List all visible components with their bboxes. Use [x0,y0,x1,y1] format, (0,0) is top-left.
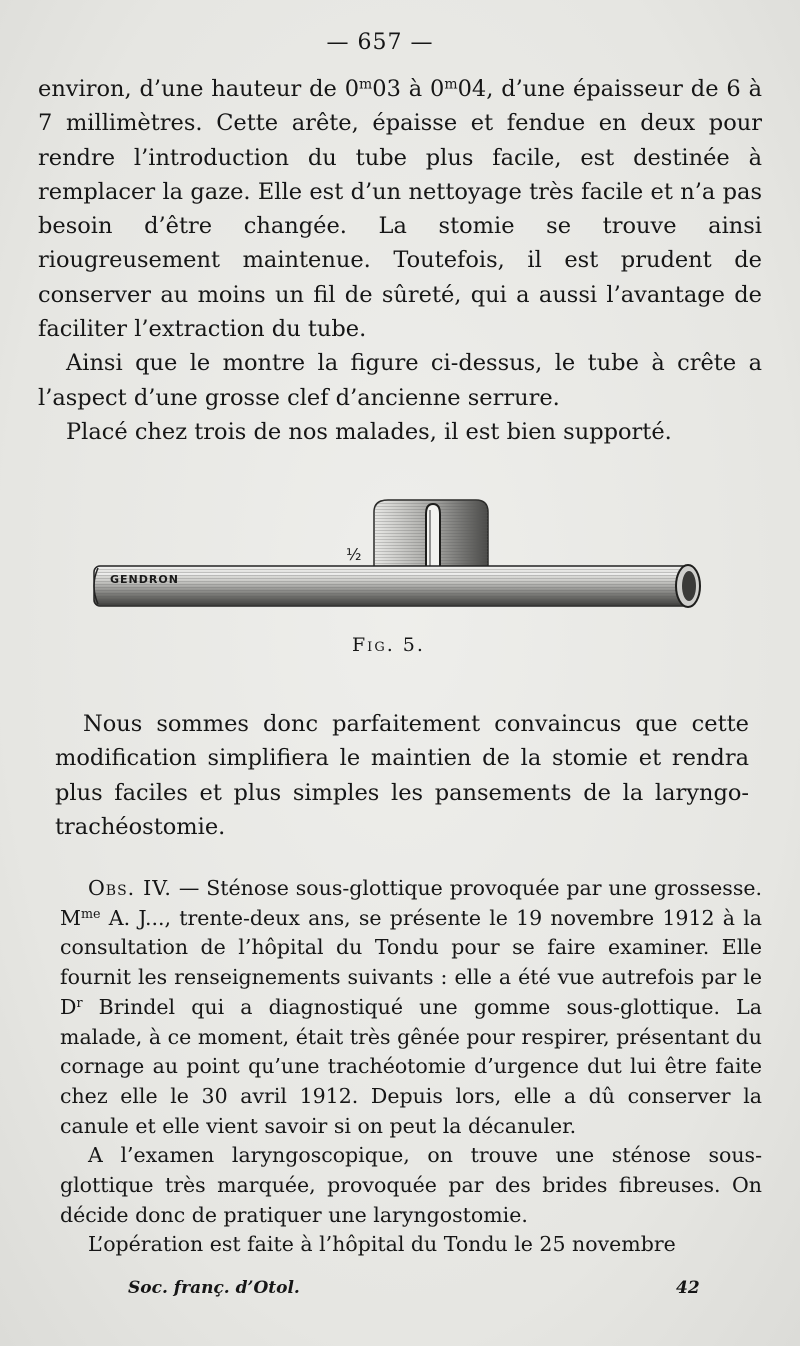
figure-caption: Fig. 5. [352,634,425,656]
superscript-meter-1: m [359,76,373,93]
brand-label: GENDRON [110,573,179,586]
footer-journal: Soc. franç. d’Otol. [128,1278,300,1298]
paragraph-2: Ainsi que le montre la figure ci-dessus, le tube à crête a l’aspect d’une grosse clef d’ancienne serrure. [38,350,762,411]
paragraph-3: Placé chez trois de nos malades, il est bien supporté. [66,418,672,445]
page-number: — 657 — [326,30,434,55]
superscript-meter-2: m [444,76,458,93]
text-block-top [38,72,762,449]
paragraph-6: A l’examen laryngoscopique, on trouve une sténose sous-glottique très marquée, provoquée par des brides fibreuses. On décide donc de pratiquer une laryngostomie. [60,1143,762,1227]
crest-split [426,504,440,568]
paragraph-observation: Obs. IV. — Sténose sous-glottique provoquée par une grossesse. $M^{me}$ A. J..., trente-deux ans, se présente le 19 novembre 1912 à la consultation de l’hôpital du Tondu pour se faire examiner. Elle fournit les renseignements suivants : elle a été vue autrefois par le $D^r$ Brindel qui a diagnostiqué une gomme sous-glottique. La malade, à ce moment, était très gênée pour respirer, présentant du cornage au point qu’une trachéotomie d’urgence dut lui être faite chez elle le 30 avril 1912. Depuis lors, elle a dû conserver la canule et elle vient savoir si on peut la décanuler. [60,876,762,1138]
text-block-observation [60,874,762,1260]
paragraph-7: L’opération est faite à l’hôpital du Tondu le 25 novembre [88,1232,676,1257]
text-block-middle [55,707,749,844]
paragraph-1: environ, d’une hauteur de 0$^m$03 à 0$^m$04, d’une épaisseur de 6 à 7 millimètres. Cette arête, épaisse et fendue en deux pour rendre l’introduction du tube plus facile, est destinée à remplacer la gaze. Elle est d’un nettoyage très facile et n’a pas besoin d’être changée. La stomie se trouve ainsi riougreusement maintenue. Toutefois, il est prudent de conserver au moins un fil de sûreté, qui a aussi l’avantage de faciliter l’extraction du tube. [38,76,762,343]
paragraph-4: Nous sommes donc parfaitement convaincus que cette modification simplifiera le maintien de la stomie et rendra plus faciles et plus simples les pansements de la laryngo-trachéostomie. [55,711,749,840]
observation-label: Obs. IV. [88,876,172,900]
figure-tube-illustration [88,490,708,620]
scale-label: ½ [346,545,362,564]
footer-signature: 42 [676,1278,700,1298]
